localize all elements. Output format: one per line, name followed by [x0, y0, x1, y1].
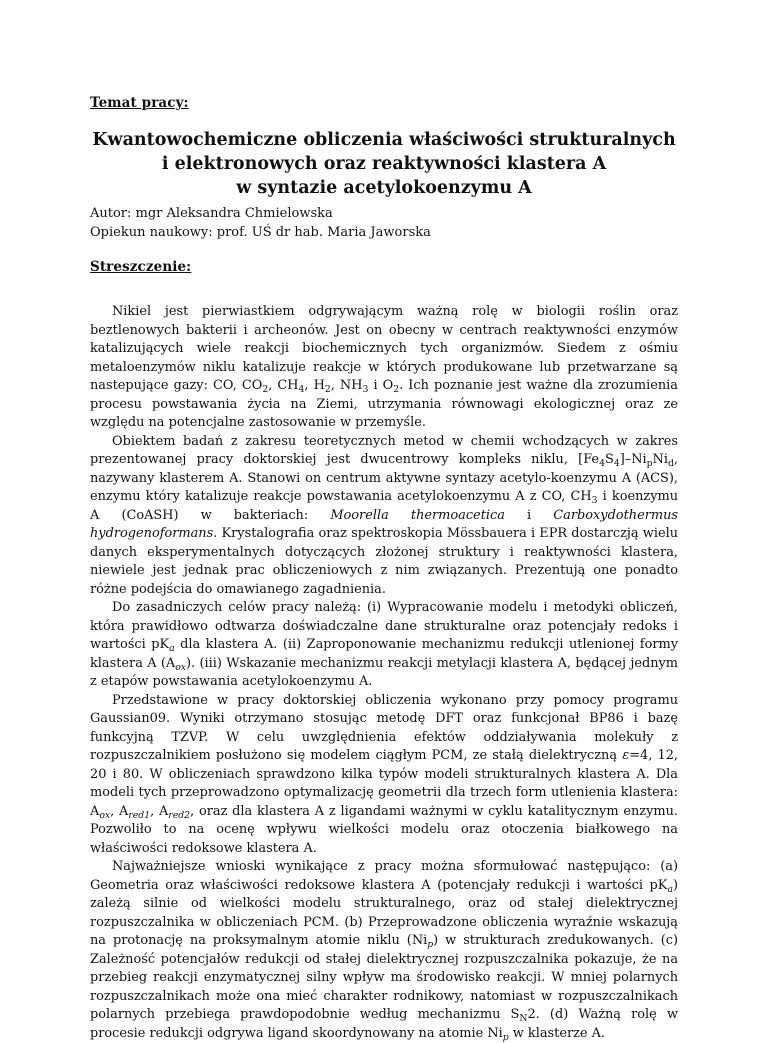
- p2-text-f: i koenzymu A (CoASH) w bakteriach:: [90, 489, 679, 523]
- subscript: 2: [324, 383, 331, 395]
- paragraph-1: [90, 303, 678, 433]
- paragraph-2: [90, 433, 678, 600]
- p3-text-a: Do zasadniczych celów pracy należą: (i) Wypracowanie modelu i metodyki obliczeń, która prawidłowo odtwarza doświadczalne dane strukturalne oraz potencjały redoks i wartości pK: [90, 600, 678, 652]
- subscript: 3: [362, 383, 369, 395]
- subscript: 3: [591, 494, 598, 506]
- p2-text-j: . Krystalografia oraz spektroskopia Mössbauera i EPR dostarczją wielu danych eksperymentalnych dotyczących złożonej struktury i reaktywności klastera, niewiele jest jednak prac obliczeniowych z nim związanych. Prezentują one ponadto różne podejścia do omawianego zagadnienia.: [90, 526, 678, 597]
- paragraph-4: [90, 692, 678, 859]
- title-line-2: i elektronowych oraz reaktywności klastera A: [161, 154, 607, 174]
- organism-name: Moorella thermoacetica: [330, 507, 505, 523]
- subscript: p: [427, 938, 434, 950]
- topic-label: Temat pracy:: [90, 95, 189, 111]
- subscript: red1: [128, 809, 151, 821]
- paragraph-3: [90, 599, 678, 692]
- title-line-1: Kwantowochemiczne obliczenia właściwości strukturalnych: [92, 130, 676, 150]
- p5-text-c: ) w strukturach zredukowanych. (c) Zależność potencjałów redukcji od stałej dielektrycznej rozpuszczalnika pokazuje, że na przebieg reakcji enzymatycznej silny wpływ ma środowisko reakcji. W mniej polarnych rozpuszczalnikach może ona mieć charakter rodnikowy, natomiast w rozpuszczalnikach polarnych przebiega prawdopodobnie według mechanizmu S: [90, 933, 678, 1022]
- p5-text-e: w klasterze A.: [508, 1025, 606, 1041]
- author-line: Autor: mgr Aleksandra Chmielowska: [90, 206, 333, 221]
- subscript: 2: [393, 383, 400, 395]
- thesis-meta: [90, 204, 431, 242]
- p4-text-a: Przedstawione w pracy doktorskiej obliczenia wykonano przy pomocy programu Gaussian09. Wyniki otrzymano stosując metodę DFT oraz funkcjonał BP86 i bazę funkcyjną TZVP. W celu uwzględnienia efektów oddziaływania molekuły z rozpuszczalnikiem posłużono się modelem ciągłym PCM, ze stałą dielektryczną: [90, 692, 678, 763]
- p5-text-a: Najważniejsze wnioski wynikające z pracy można sformułować następująco: (a) Geometria oraz właściwości redoksowe klastera A (potencjały redukcji i wartości pK: [90, 859, 678, 893]
- subscript: 2: [262, 383, 269, 395]
- p2-text-c: ]–Ni: [619, 452, 647, 467]
- p2-text-a: Obiektem badań z zakresu teoretycznych metod w chemii wchodzących w zakres prezentowanej pracy doktorskiej jest dwucentrowy kompleks niklu, [Fe: [90, 433, 678, 467]
- epsilon-symbol: ε: [622, 748, 630, 763]
- subscript: red2: [168, 809, 191, 821]
- p3-text-b: dla klastera A. (ii) Zaproponowanie mechanizmu redukcji utlenionej formy klastera A (A: [90, 637, 678, 671]
- title-line-3: w syntazie acetylokoenzymu A: [236, 178, 532, 198]
- subscript: d: [667, 457, 674, 469]
- p4-text-c: =4, 12, 20 i 80. W obliczeniach sprawdzono kilka typów modeli strukturalnych klastera A. Dla modeli tych przeprowadzono optymalizację geometrii dla trzech form utlenienia klastera: A: [90, 748, 678, 819]
- p3-text-c: ). (iii) Wskazanie mechanizmu reakcji metylacji klastera A, będącej jednym z etapów powstawania acetylokoenzymu A.: [90, 655, 679, 689]
- p4-text-f: , oraz dla klastera A z ligandami ważnymi w cyklu katalitycznym enzymu. Pozwoliło to na ocenę wpływu wielkości modelu oraz otoczenia białkowego na właściwości redoksowe klastera A.: [90, 803, 678, 856]
- p2-text-b: S: [604, 452, 614, 467]
- thesis-title: [90, 128, 678, 200]
- subscript: ox: [99, 809, 111, 821]
- abstract-body: [90, 303, 678, 1043]
- organism-name: Carboxydothermus hydrogenoformans: [90, 507, 678, 541]
- p1-text-d: , NH: [330, 378, 363, 393]
- subscript: 4: [613, 457, 620, 469]
- p1-text-a: Nikiel jest pierwiastkiem odgrywającym ważną rolę w biologii roślin oraz beztlenowych bakterii i archeonów. Jest on obecny w centrach reaktywności enzymów katalizujących wiele reakcji biochemicznych tych organizmów. Siedem z ośmiu metaloenzymów niklu katalizuje reakcje w których produkowane lub przetwarzane są nastepujące gazy: CO, CO: [90, 304, 678, 393]
- p2-text-h: i: [504, 507, 554, 523]
- supervisor-line: Opiekun naukowy: prof. UŚ dr hab. Maria Jaworska: [90, 225, 431, 240]
- subscript: p: [502, 1031, 509, 1043]
- paragraph-5: [90, 858, 678, 1043]
- abstract-label: Streszczenie:: [90, 259, 192, 275]
- p1-text-f: . Ich poznanie jest ważne dla zrozumienia procesu powstawania życia na Ziemi, utrzymania równowagi ekologicznej oraz ze względu na potencjalne zastosowanie w przemyśle.: [90, 378, 678, 430]
- subscript: p: [646, 457, 653, 469]
- subscript: ox: [175, 661, 187, 673]
- p2-text-d: Ni: [652, 452, 668, 467]
- p1-text-b: , CH: [268, 378, 299, 393]
- p1-text-c: , H: [304, 378, 325, 393]
- p2-text-e: , nazywany klasterem A. Stanowi on centrum aktywne syntazy acetylo-koenzymu A (ACS), enzymu który katalizuje reakcje powstawania acetylokoenzymu A z CO, CH: [90, 452, 678, 504]
- p5-text-d: 2. (d) Ważną rolę w procesie redukcji odgrywa ligand skoordynowany na atomie Ni: [90, 1007, 678, 1041]
- subscript: 4: [298, 383, 305, 395]
- subscript: a: [667, 883, 673, 895]
- p4-text-d: , A: [110, 803, 129, 819]
- subscript: N: [519, 1012, 528, 1024]
- subscript: a: [169, 642, 175, 654]
- p1-text-e: i O: [368, 378, 394, 393]
- subscript: 4: [599, 457, 605, 469]
- p5-text-b: ) zależą silnie od wielkości modelu strukturalnego, oraz od stałej dielektrycznej rozpuszczalnika w obliczeniach PCM. (b) Przeprowadzone obliczenia wyraźnie wskazują na protonację na proksymalnym atomie niklu (Ni: [90, 877, 678, 948]
- p4-text-e: , A: [150, 803, 169, 819]
